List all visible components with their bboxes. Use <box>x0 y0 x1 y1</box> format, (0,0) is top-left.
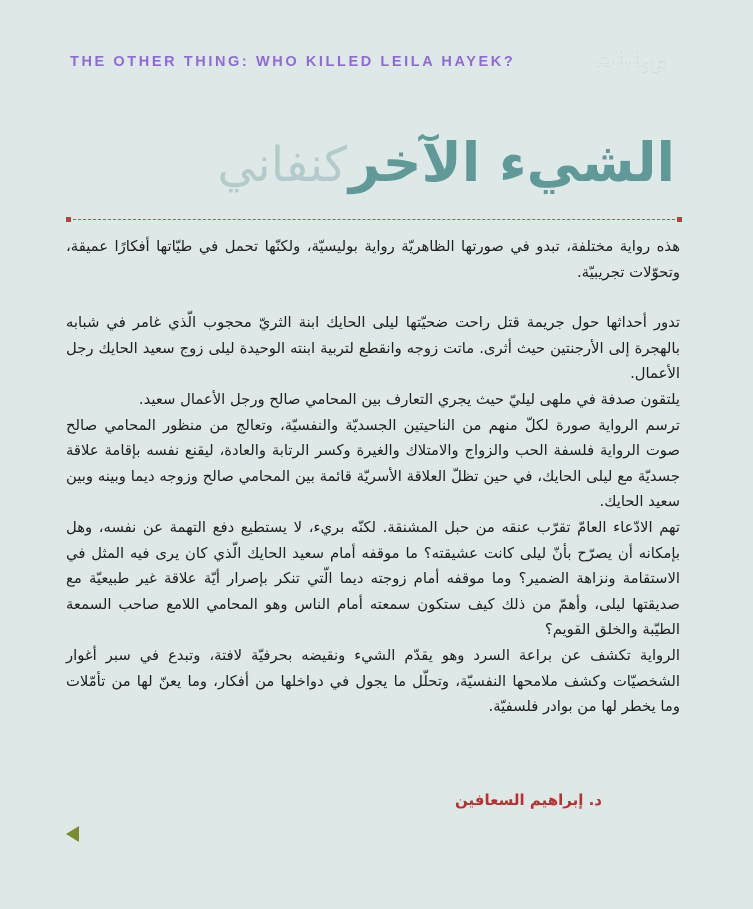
triangle-left-icon <box>66 826 79 842</box>
section-tag <box>589 48 670 73</box>
author-name: كنفاني <box>217 137 347 193</box>
paragraph: يلتقون صدفة في ملهى ليليّ حيث يجري التعارف بين المحامي صالح ورجل الأعمال سعيد. <box>138 390 680 408</box>
paragraph: ترسم الرواية صورة لكلّ منهم من الناحيتين الجسديّة والنفسيّة، وتعالج من منظور المحامي صالح صوت الرواية فلسفة الحب والزواج والامتلاك والغيرة وكسر الرتابة والعادة، ليقنع نفسه بإقامة علاقة جسديّة مع ليلى الحايك، في حين تظلّ العلاقة الأسريّة قائمة بين المحامي صالح وزوجه ديما وبينه وبين سعيد الحايك. <box>66 416 680 511</box>
paragraph: تهم الادّعاء العامّ تقرّب عنقه من حبل المشنقة. لكنّه بريء، لا يستطيع دفع التهمة عن نفسه، وهل بإمكانه أن يصرّح بأنّ ليلى كانت عشيقته؟ ما موقفه أمام سعيد الحايك الّذي كان يرى فيه المثل في الاستقامة ونزاهة الضمير؟ وما موقفه أمام زوجته ديما الّتي تنكر بإصرار أيّة علاقة غير طبيعيّة مع صديقتها ليلى، وأهمّ من ذلك كيف ستكون سمعته أمام الناس وهو المحامي اللامع صاحب السمعة الطيّبة والخلق القويم؟ <box>66 518 680 639</box>
section-tag-label: روايات <box>589 51 670 73</box>
paragraph: هذه رواية مختلفة، تبدو في صورتها الظاهريّة رواية بوليسيّة، ولكنّها تحمل في طيّاتها أفكارًا عميقة، وتحوّلات تجريبيّة. <box>66 238 680 281</box>
paragraph: تدور أحداثها حول جريمة قتل راحت ضحيّتها ليلى الحايك ابنة الثريّ محجوب الّذي غامر في شبابه بالهجرة إلى الأرجنتين حيث أثرى. ماتت زوجه وانقطع لتربية ابنته الوحيدة ليلى زوج سعيد الحايك رجل الأعمال. <box>66 314 680 383</box>
article-title <box>115 118 675 208</box>
page-header <box>70 48 670 82</box>
title-divider <box>68 219 680 220</box>
article-body <box>66 234 680 720</box>
author-signature: د. إبراهيم السعافين <box>455 791 602 809</box>
book-title: الشيء الآخر <box>348 131 675 194</box>
english-title: THE OTHER THING: WHO KILLED LEILA HAYEK? <box>70 54 516 70</box>
paragraph: الرواية تكشف عن براعة السرد وهو يقدّم الشيء ونقيضه بحرفيّة لافتة، وتبدع في سبر أغوار الشخصيّات وكشف ملامحها النفسيّة، وتحلّل ما يجول في دواخلها من أفكار، وما يعنّ لها من تأمّلات وما يخطر لها من بوادر فلسفيّة. <box>66 646 680 716</box>
